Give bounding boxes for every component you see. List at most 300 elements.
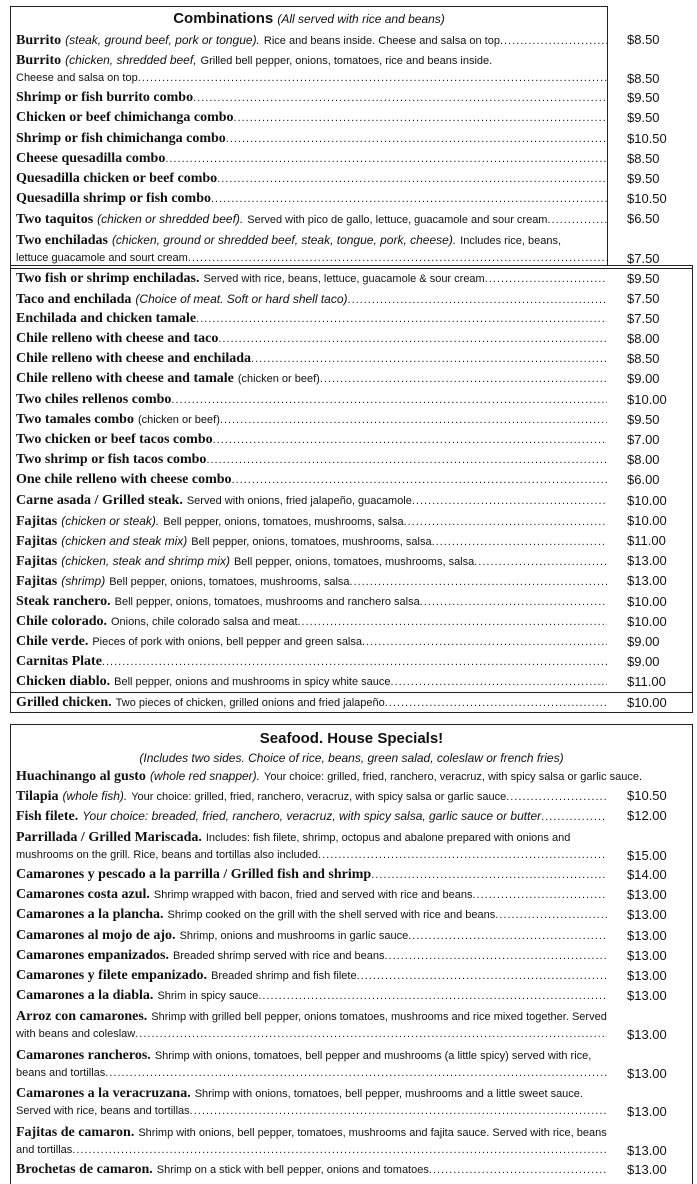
menu-item-name: Camarones a la plancha. bbox=[16, 907, 164, 923]
leader-dots bbox=[226, 129, 607, 149]
menu-item-content bbox=[16, 766, 685, 787]
menu-item-price: $13.00 bbox=[627, 553, 667, 569]
menu-item bbox=[10, 571, 693, 591]
menu-item-price: $13.00 bbox=[627, 907, 667, 923]
menu-item-name: Fajitas bbox=[16, 554, 58, 570]
menu-item bbox=[10, 551, 693, 571]
menu-item-name: Camarones y pescado a la parrilla / Grilled fish and shrimp bbox=[16, 867, 372, 883]
menu-item-content bbox=[16, 309, 607, 329]
menu-item-price: $9.50 bbox=[627, 270, 660, 286]
combinations-section bbox=[10, 8, 693, 714]
leader-dots bbox=[211, 189, 607, 209]
menu-item bbox=[10, 786, 693, 806]
menu-item-content bbox=[16, 410, 607, 430]
menu-item-price: $13.00 bbox=[627, 1104, 667, 1120]
menu-item-description: Includes rice, beans, bbox=[460, 234, 562, 247]
menu-item-name: Chile relleno with cheese and tamale bbox=[16, 371, 234, 387]
menu-item-price: $7.50 bbox=[627, 290, 660, 306]
menu-item-name: Two taquitos bbox=[16, 212, 94, 228]
menu-item-name: Fajitas de camaron. bbox=[16, 1124, 135, 1140]
menu-item-name: Shrimp or fish chimichanga combo bbox=[16, 130, 226, 146]
menu-item bbox=[10, 430, 693, 450]
menu-item-name: Quesadilla chicken or beef combo bbox=[16, 170, 218, 186]
menu-item-description: Breaded shrimp served with rice and beans bbox=[172, 949, 385, 962]
menu-item bbox=[10, 885, 693, 905]
menu-item-content bbox=[16, 470, 607, 490]
menu-item-description: Shrimp, onions and mushrooms in garlic sauce bbox=[179, 929, 409, 942]
menu-item-content bbox=[16, 169, 607, 189]
leader-dots bbox=[420, 592, 607, 612]
menu-item-price: $10.50 bbox=[627, 191, 667, 207]
leader-dots bbox=[234, 108, 607, 128]
menu-item-description: Breaded shrimp and fish filete bbox=[211, 970, 357, 982]
menu-item-line bbox=[10, 1045, 693, 1064]
menu-item-content bbox=[16, 30, 607, 51]
menu-item-name: Brochetas de camaron. bbox=[16, 1162, 153, 1178]
menu-item bbox=[10, 1006, 693, 1045]
menu-item bbox=[10, 1122, 693, 1161]
seafood-list bbox=[10, 766, 693, 1181]
menu-item-name: Chile verde. bbox=[16, 633, 89, 649]
menu-item-name: Two chicken or beef tacos combo bbox=[16, 432, 213, 447]
menu-item bbox=[10, 169, 693, 189]
menu-item-price: $10.00 bbox=[627, 593, 667, 609]
menu-item-name: Fajitas bbox=[16, 513, 58, 529]
leader-dots bbox=[218, 329, 607, 349]
menu-item-continuation bbox=[10, 1102, 693, 1121]
menu-item-line bbox=[10, 230, 693, 249]
combinations-title-text: Combinations bbox=[173, 10, 274, 27]
menu-item-content bbox=[16, 430, 607, 450]
menu-item-description: Shrimp with onions, bell pepper, tomatoes, mushrooms and fajita sauce. Served with rice, beans bbox=[138, 1126, 607, 1139]
combinations-title bbox=[10, 8, 608, 30]
menu-item-description: Two pieces of chicken, grilled onions and fried jalapeño bbox=[115, 697, 385, 710]
menu-item-description: Shrimp with grilled bell pepper, onions tomatoes, mushrooms and rice mixed together. Served bbox=[151, 1011, 607, 1024]
menu-item bbox=[10, 269, 693, 289]
menu-item-content bbox=[16, 865, 607, 885]
menu-item-content bbox=[16, 149, 607, 169]
leader-dots bbox=[432, 532, 607, 552]
menu-item-name: Fish filete. bbox=[16, 809, 79, 825]
leader-dots bbox=[371, 865, 607, 885]
menu-item-name: Carnitas Plate bbox=[16, 654, 102, 670]
menu-item-price: $13.00 bbox=[627, 988, 667, 1004]
menu-item-content bbox=[16, 946, 607, 966]
menu-item-continuation-content bbox=[16, 846, 607, 865]
menu-item-name: Two tamales combo bbox=[16, 411, 134, 427]
menu-item-description: Shrimp on a stick with bell pepper, onions and tomatoes bbox=[156, 1164, 429, 1177]
leader-dots bbox=[408, 926, 607, 946]
menu-item-name: Two enchiladas bbox=[16, 232, 108, 248]
menu-item bbox=[10, 966, 693, 986]
menu-item-description-cont: lettuce guacamole and sourt cream bbox=[16, 251, 188, 264]
menu-item bbox=[10, 189, 693, 209]
menu-item-description: (chicken or beef) bbox=[137, 413, 220, 426]
menu-item-name: Enchilada and chicken tamale bbox=[16, 310, 197, 326]
menu-item-note: (shrimp) bbox=[61, 574, 106, 589]
menu-item-description: Served with rice, beans, lettuce, guacamole & sour cream bbox=[203, 272, 485, 285]
leader-dots bbox=[102, 652, 607, 672]
menu-item bbox=[10, 88, 693, 108]
menu-item-price: $13.00 bbox=[627, 573, 667, 589]
menu-item-note: (chicken and steak mix) bbox=[61, 533, 188, 548]
menu-item-content bbox=[16, 531, 607, 552]
menu-item bbox=[10, 511, 693, 531]
leader-dots bbox=[298, 612, 608, 632]
menu-item-description: Pieces of pork with onions, bell pepper and green salsa bbox=[92, 635, 362, 648]
menu-item-continuation-content bbox=[16, 1102, 607, 1121]
menu-item bbox=[10, 470, 693, 490]
menu-item-name: Parrillada / Grilled Mariscada. bbox=[16, 829, 202, 845]
menu-item-name: Camarones a la veracruzana. bbox=[16, 1086, 191, 1102]
menu-item-price: $8.00 bbox=[627, 452, 660, 468]
menu-item-content bbox=[16, 289, 607, 310]
menu-item-description-cont: mushrooms on the grill. Rice, beans and tortillas also included bbox=[16, 848, 319, 861]
menu-item-content bbox=[16, 108, 607, 128]
menu-item-price: $9.50 bbox=[627, 110, 660, 126]
menu-item-name: Fajitas bbox=[16, 533, 58, 549]
menu-item-price: $12.00 bbox=[627, 808, 667, 824]
menu-item-name: One chile relleno with cheese combo bbox=[16, 472, 232, 488]
menu-item bbox=[10, 766, 693, 786]
menu-item-note: (chicken, ground or shredded beef, steak, tongue, pork, cheese). bbox=[111, 232, 457, 247]
menu-item-description: Your choice: grilled, fried, ranchero, veracruz, with spicy salsa or garlic sauce bbox=[131, 791, 507, 804]
menu-item-name: Camarones a la diabla. bbox=[16, 988, 154, 1004]
menu-item-content bbox=[16, 369, 607, 389]
leader-dots bbox=[348, 290, 607, 310]
menu-item-name: Arroz con camarones. bbox=[16, 1009, 148, 1025]
leader-dots bbox=[135, 1025, 607, 1044]
menu-item-name: Camarones rancheros. bbox=[16, 1047, 151, 1063]
menu-item-price: $8.50 bbox=[627, 150, 660, 166]
menu-item-price: $9.00 bbox=[627, 371, 660, 387]
menu-item-continuation-content bbox=[16, 1025, 607, 1044]
menu-item-name: Two fish or shrimp enchiladas. bbox=[16, 270, 200, 286]
menu-item bbox=[10, 450, 693, 470]
menu-item-price: $10.00 bbox=[627, 512, 667, 528]
menu-item-content bbox=[16, 129, 607, 149]
leader-dots bbox=[190, 1102, 607, 1121]
menu-item-price: $8.00 bbox=[627, 331, 660, 347]
menu-item bbox=[10, 1083, 693, 1122]
menu-item-name: Two shrimp or fish tacos combo bbox=[16, 452, 207, 468]
menu-item bbox=[10, 108, 693, 128]
menu-item-description: Shrimp cooked on the grill with the shell served with rice and beans bbox=[167, 909, 496, 922]
menu-item-name: Shrimp or fish burrito combo bbox=[16, 90, 194, 106]
menu-item-content bbox=[16, 966, 607, 986]
menu-item bbox=[10, 827, 693, 866]
menu-item-content bbox=[16, 592, 607, 612]
leader-dots bbox=[171, 390, 607, 410]
menu-item-price: $6.50 bbox=[627, 211, 660, 227]
menu-item-price: $7.50 bbox=[627, 250, 660, 266]
leader-dots bbox=[318, 846, 607, 865]
leader-dots bbox=[193, 88, 607, 108]
menu-item-price: $10.50 bbox=[627, 130, 667, 146]
menu-item bbox=[10, 369, 693, 389]
menu-item-name: Chile relleno with cheese and taco bbox=[16, 331, 219, 347]
menu-item-price: $10.00 bbox=[627, 695, 667, 711]
menu-item-line bbox=[10, 1006, 693, 1025]
menu-item-price: $8.50 bbox=[627, 351, 660, 367]
menu-item bbox=[10, 632, 693, 652]
menu-item-line bbox=[10, 1083, 693, 1102]
menu-item-description: Your choice: grilled, fried, ranchero, veracruz, with spicy salsa or garlic sauce. bbox=[264, 771, 643, 783]
menu-item-description: Bell pepper, onions, tomatoes, mushrooms, salsa bbox=[233, 556, 475, 569]
leader-dots bbox=[138, 69, 607, 88]
menu-item bbox=[10, 865, 693, 885]
menu-item-description: Served with pico de gallo, lettuce, guacamole and sour cream bbox=[247, 214, 548, 227]
menu-item-price: $13.00 bbox=[627, 968, 667, 983]
menu-item-description: Bell pepper, onions, tomatoes, mushrooms, salsa bbox=[191, 535, 432, 548]
menu-item-content bbox=[16, 511, 607, 532]
menu-item-name: Camarones al mojo de ajo. bbox=[16, 927, 176, 943]
menu-item-price: $6.00 bbox=[627, 472, 660, 488]
menu-item-continuation bbox=[10, 1141, 693, 1160]
menu-item-description-cont: beans and tortillas bbox=[16, 1066, 106, 1079]
menu-item-description-cont: with beans and coleslaw bbox=[16, 1028, 136, 1041]
menu-item-name: Chicken diablo. bbox=[16, 674, 111, 690]
menu-item bbox=[10, 946, 693, 966]
menu-item bbox=[10, 129, 693, 149]
menu-item-price: $8.50 bbox=[627, 71, 660, 87]
menu-item-name: Chicken or beef chimichanga combo bbox=[16, 110, 234, 126]
menu-item-content bbox=[16, 450, 607, 470]
menu-item-name: Steak ranchero. bbox=[16, 593, 111, 609]
menu-item-note: (Choice of meat. Soft or hard shell taco) bbox=[135, 291, 348, 306]
menu-item-price: $9.50 bbox=[627, 90, 660, 106]
menu-item-note: (chicken, shredded beef, bbox=[65, 53, 197, 68]
menu-item-line bbox=[10, 50, 693, 69]
menu-item-price: $13.00 bbox=[627, 1065, 667, 1081]
menu-item-name: Two chiles rellenos combo bbox=[16, 391, 172, 407]
menu-item bbox=[10, 612, 693, 632]
leader-dots bbox=[474, 552, 607, 572]
menu-item-content bbox=[16, 652, 607, 672]
menu-item bbox=[10, 390, 693, 410]
menu-item-name: Quesadilla shrimp or fish combo bbox=[16, 191, 211, 207]
menu-item-content bbox=[16, 209, 607, 230]
menu-item bbox=[10, 30, 693, 50]
combinations-subtitle: (All served with rice and beans) bbox=[277, 12, 445, 26]
menu-item-name: Chile relleno with cheese and enchilada bbox=[16, 351, 252, 367]
menu-item-note: (chicken or shredded beef). bbox=[97, 212, 244, 227]
menu-item-name: Tilapia bbox=[16, 789, 59, 805]
menu-item-price: $7.50 bbox=[627, 310, 660, 326]
leader-dots bbox=[232, 470, 607, 490]
leader-dots bbox=[320, 369, 607, 389]
menu-item-content bbox=[16, 571, 607, 592]
menu-item-content bbox=[16, 390, 607, 410]
menu-item bbox=[10, 905, 693, 925]
leader-dots bbox=[385, 693, 607, 713]
menu-item-continuation-content bbox=[16, 1141, 607, 1160]
menu-item-price: $10.50 bbox=[627, 788, 667, 804]
menu-item bbox=[10, 986, 693, 1006]
leader-dots bbox=[485, 269, 607, 289]
menu-item-name: Cheese quesadilla combo bbox=[16, 150, 166, 166]
menu-item-description-cont: and tortillas bbox=[16, 1143, 73, 1156]
menu-item-price: $8.50 bbox=[627, 32, 660, 47]
leader-dots bbox=[429, 1160, 607, 1180]
leader-dots bbox=[506, 787, 607, 807]
menu-item-name: Camarones empanizados. bbox=[16, 947, 169, 963]
menu-item-description: Shrimp with onions, tomatoes, bell pepper, mushrooms and a little sweet sauce. bbox=[194, 1088, 583, 1101]
leader-dots bbox=[472, 885, 607, 905]
combinations-list bbox=[10, 30, 693, 714]
menu-item-continuation bbox=[10, 249, 693, 268]
menu-item-content bbox=[16, 632, 607, 652]
menu-item-description-cont: Served with rice, beans and tortillas bbox=[16, 1105, 190, 1118]
menu-item-content bbox=[16, 88, 607, 108]
menu-item-price: $10.00 bbox=[627, 391, 667, 407]
menu-item bbox=[10, 50, 693, 88]
leader-dots bbox=[196, 309, 607, 329]
menu-item-content bbox=[16, 986, 607, 1006]
menu-item-note: (whole fish). bbox=[62, 789, 128, 804]
menu-item bbox=[10, 652, 693, 672]
menu-item-description: Bell pepper, onions, tomatoes, mushrooms and ranchero salsa bbox=[114, 595, 420, 608]
menu-item-price: $13.00 bbox=[627, 1142, 667, 1158]
menu-item-continuation bbox=[10, 1025, 693, 1044]
menu-item-content bbox=[16, 491, 607, 511]
menu-item-content bbox=[16, 926, 607, 946]
menu-item-content bbox=[16, 806, 607, 827]
menu-item-continuation-content bbox=[16, 1064, 607, 1083]
menu-item-content bbox=[16, 905, 607, 925]
menu-item-price: $9.00 bbox=[627, 654, 660, 670]
leader-dots bbox=[500, 31, 607, 51]
menu-item-price: $13.00 bbox=[627, 1027, 667, 1043]
menu-item-name: Grilled chicken. bbox=[16, 695, 112, 711]
seafood-title: Seafood. House Specials! bbox=[259, 730, 444, 747]
menu-item bbox=[10, 806, 693, 826]
menu-item-name: Camarones y filete empanizado. bbox=[16, 968, 208, 983]
menu-item-name: Burrito bbox=[16, 53, 62, 69]
menu-item bbox=[10, 209, 693, 229]
menu-item-continuation-content bbox=[16, 249, 607, 268]
menu-item bbox=[10, 592, 693, 612]
menu-item-price: $13.00 bbox=[627, 947, 667, 963]
menu-item-content bbox=[16, 189, 607, 209]
menu-item-note: (steak, ground beef, pork or tongue). bbox=[65, 33, 260, 47]
menu-item bbox=[10, 329, 693, 349]
leader-dots bbox=[165, 149, 607, 169]
menu-item-description: Bell pepper, onions and mushrooms in spicy white sauce bbox=[114, 676, 391, 689]
menu-item-price: $15.00 bbox=[627, 847, 667, 863]
menu-item-content bbox=[16, 349, 607, 369]
menu-item bbox=[10, 230, 693, 268]
menu-item-description: Bell pepper, onions, tomatoes, mushrooms, salsa bbox=[109, 576, 350, 589]
leader-dots bbox=[220, 410, 607, 430]
menu-item bbox=[10, 693, 693, 713]
menu-item-content bbox=[16, 1160, 607, 1180]
menu-item-price: $11.00 bbox=[627, 532, 666, 548]
menu-item-description: Served with onions, fried jalapeño, guacamole bbox=[186, 494, 412, 507]
leader-dots bbox=[547, 210, 607, 230]
menu-item bbox=[10, 410, 693, 430]
menu-item bbox=[10, 1045, 693, 1084]
leader-dots bbox=[357, 966, 607, 986]
menu-item bbox=[10, 1160, 693, 1180]
menu-item-continuation bbox=[10, 846, 693, 865]
leader-dots bbox=[404, 512, 607, 532]
menu-item-content bbox=[16, 551, 607, 572]
menu-item bbox=[10, 531, 693, 551]
menu-item-name: Camarones costa azul. bbox=[16, 887, 150, 903]
menu-item-line bbox=[10, 1122, 693, 1141]
menu-item-price: $11.00 bbox=[627, 674, 666, 690]
leader-dots bbox=[213, 430, 607, 450]
leader-dots bbox=[72, 1141, 607, 1160]
menu-item bbox=[10, 926, 693, 946]
menu-item-price: $7.00 bbox=[627, 432, 660, 447]
menu-item-description: (chicken or beef) bbox=[237, 373, 320, 386]
leader-dots bbox=[217, 169, 607, 189]
menu-item-content bbox=[16, 329, 607, 349]
seafood-section bbox=[10, 728, 693, 1181]
leader-dots bbox=[105, 1064, 607, 1083]
menu-item-price: $10.00 bbox=[627, 613, 667, 629]
menu-item-description: Grilled bell pepper, onions, tomatoes, rice and beans inside. bbox=[200, 55, 493, 68]
menu-item-name: Burrito bbox=[16, 33, 62, 48]
leader-dots bbox=[391, 672, 607, 692]
menu-item-name: Carne asada / Grilled steak. bbox=[16, 492, 183, 508]
leader-dots bbox=[350, 572, 607, 592]
menu-item-line bbox=[10, 827, 693, 846]
menu-item-continuation-content bbox=[16, 69, 607, 88]
menu-item-name: Chile colorado. bbox=[16, 613, 107, 629]
menu-item-description: Rice and beans inside. Cheese and salsa on top bbox=[263, 35, 500, 47]
menu-item-price: $13.00 bbox=[627, 1162, 667, 1178]
leader-dots bbox=[412, 491, 607, 511]
menu-item bbox=[10, 149, 693, 169]
menu-item bbox=[10, 289, 693, 309]
menu-item-content bbox=[16, 693, 607, 713]
menu-item-price: $9.00 bbox=[627, 633, 660, 649]
leader-dots bbox=[251, 349, 607, 369]
menu-item-name: Huachinango al gusto bbox=[16, 769, 146, 784]
menu-item-description: Includes: fish filete, shrimp, octopus and abalone prepared with onions and bbox=[205, 831, 571, 844]
menu-item-content bbox=[16, 786, 607, 807]
menu-item-description-cont: Cheese and salsa on top bbox=[16, 72, 138, 85]
menu-item-description: Shrimp wrapped with bacon, fried and served with rice and beans bbox=[153, 889, 473, 902]
menu-item bbox=[10, 491, 693, 511]
menu-item-price: $14.00 bbox=[627, 867, 667, 883]
leader-dots bbox=[188, 249, 607, 268]
menu-item bbox=[10, 309, 693, 329]
leader-dots bbox=[385, 946, 607, 966]
menu-item bbox=[10, 672, 693, 692]
menu-item-note: (whole red snapper). bbox=[149, 769, 260, 783]
leader-dots bbox=[362, 632, 607, 652]
menu-item-note: Your choice: breaded, fried, ranchero, veracruz, with spicy salsa, garlic sauce or butter bbox=[82, 809, 542, 824]
menu-item-name: Taco and enchilada bbox=[16, 291, 132, 307]
menu-item-note: (chicken, steak and shrimp mix) bbox=[61, 554, 230, 569]
menu-item-description: Bell pepper, onions, tomatoes, mushrooms, salsa bbox=[163, 515, 404, 528]
menu-item bbox=[10, 349, 693, 369]
menu-item-content bbox=[16, 672, 607, 692]
menu-item-description: Shrimp with onions, tomatoes, bell pepper and mushrooms (a little spicy) served with rice, bbox=[154, 1049, 592, 1062]
menu-item-price: $9.50 bbox=[627, 411, 660, 427]
menu-item-price: $13.00 bbox=[627, 927, 667, 943]
menu-item-content bbox=[16, 269, 607, 289]
menu-item-content bbox=[16, 612, 607, 632]
menu-item-price: $13.00 bbox=[627, 887, 667, 903]
leader-dots bbox=[206, 450, 607, 470]
menu-item-price: $9.50 bbox=[627, 170, 660, 186]
menu-item-continuation bbox=[10, 1064, 693, 1083]
